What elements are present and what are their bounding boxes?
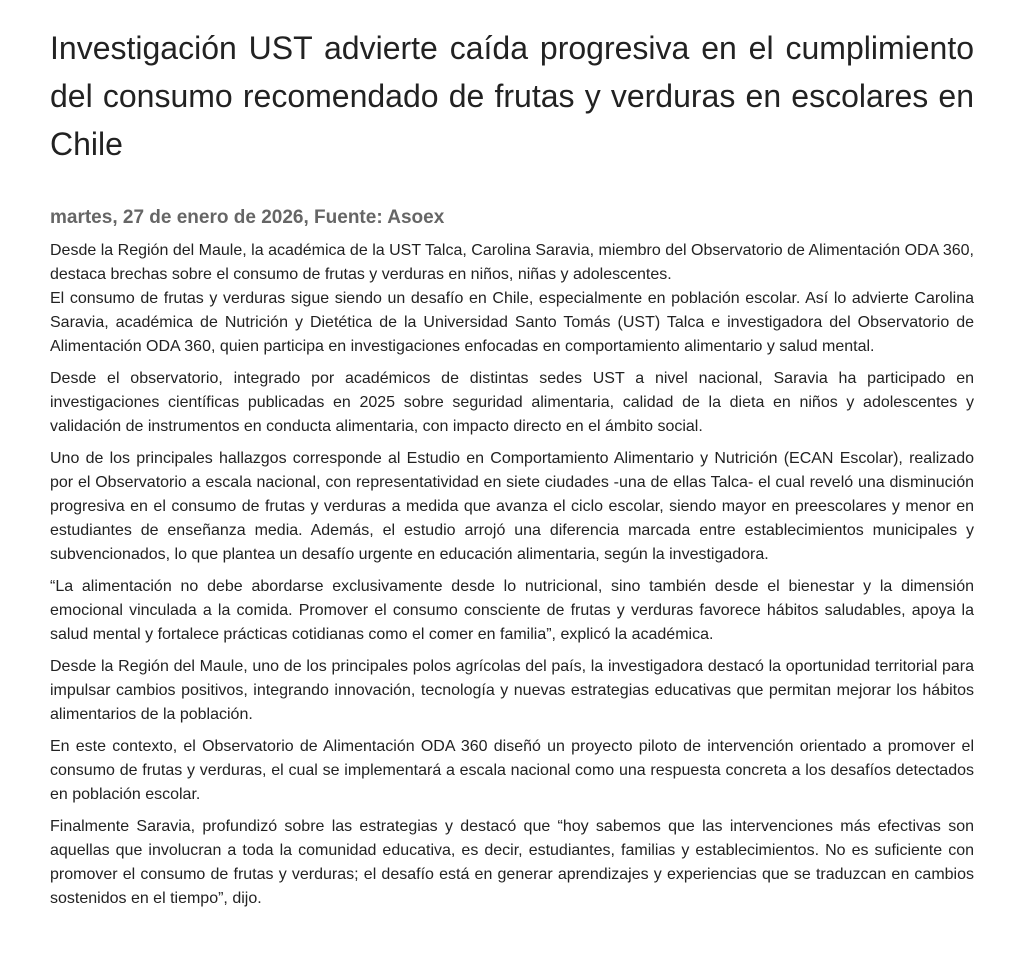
article-title: Investigación UST advierte caída progresiva en el cumplimiento del consumo recomendado de frutas y verduras en escolares en Chile — [50, 30, 974, 162]
article-source: Fuente: Asoex — [314, 207, 445, 228]
article-paragraph: En este contexto, el Observatorio de Alimentación ODA 360 diseñó un proyecto piloto de intervención orientado a promover el consumo de frutas y verduras, el cual se implementará a escala nacional como una respuesta concreta a los desafíos detectados en población escolar. — [50, 738, 974, 803]
article-lead-paragraph: Desde la Región del Maule, la académica de la UST Talca, Carolina Saravia, miembro del Observatorio de Alimentación ODA 360, destaca brechas sobre el consumo de frutas y verduras en niños, niñas y adolescentes. — [50, 242, 974, 283]
article-body — [50, 239, 974, 911]
article-closing-paragraph: Finalmente Saravia, profundizó sobre las estrategias y destacó que “hoy sabemos que las intervenciones más efectivas son aquellas que involucran a toda la comunidad educativa, es decir, estudiantes, familias y establecimientos. No es suficiente con promover el consumo de frutas y verduras; el desafío está en generar aprendizajes y experiencias que se traduzcan en cambios sostenidos en el tiempo”, dijo. — [50, 818, 974, 907]
article-paragraph: Desde la Región del Maule, uno de los principales polos agrícolas del país, la investigadora destacó la oportunidad territorial para impulsar cambios positivos, integrando innovación, tecnología y nuevas estrategias educativas que permitan mejorar los hábitos alimentarios de la población. — [50, 658, 974, 723]
article-paragraph: El consumo de frutas y verduras sigue siendo un desafío en Chile, especialmente en población escolar. Así lo advierte Carolina Saravia, académica de Nutrición y Dietética de la Universidad Santo Tomás (UST) Talca e investigadora del Observatorio de Alimentación ODA 360, quien participa en investigaciones enfocadas en comportamiento alimentario y salud mental. — [50, 290, 974, 355]
article-paragraph: Desde el observatorio, integrado por académicos de distintas sedes UST a nivel nacional, Saravia ha participado en investigaciones científicas publicadas en 2025 sobre seguridad alimentaria, calidad de la dieta en niños y adolescentes y validación de instrumentos en conducta alimentaria, con impacto directo en el ámbito social. — [50, 370, 974, 435]
article-paragraph: Uno de los principales hallazgos corresponde al Estudio en Comportamiento Alimentario y Nutrición (ECAN Escolar), realizado por el Observatorio a escala nacional, con representatividad en siete ciudades -una de ellas Talca- el cual reveló una disminución progresiva en el consumo de frutas y verduras a medida que avanza el ciclo escolar, siendo mayor en preescolares y menor en estudiantes de enseñanza media. Además, el estudio arrojó una diferencia marcada entre establecimientos municipales y subvencionados, lo que plantea un desafío urgente en educación alimentaria, según la investigadora. — [50, 450, 974, 563]
article-date: martes, 27 de enero de 2026 — [50, 207, 304, 228]
article-meta — [50, 205, 974, 231]
article-quote-paragraph: “La alimentación no debe abordarse exclusivamente desde lo nutricional, sino también desde el bienestar y la dimensión emocional vinculada a la comida. Promover el consumo consciente de frutas y verduras favorece hábitos saludables, apoya la salud mental y fortalece prácticas cotidianas como el comer en familia”, explicó la académica. — [50, 578, 974, 643]
news-article — [50, 0, 974, 919]
meta-separator: , — [303, 207, 315, 228]
